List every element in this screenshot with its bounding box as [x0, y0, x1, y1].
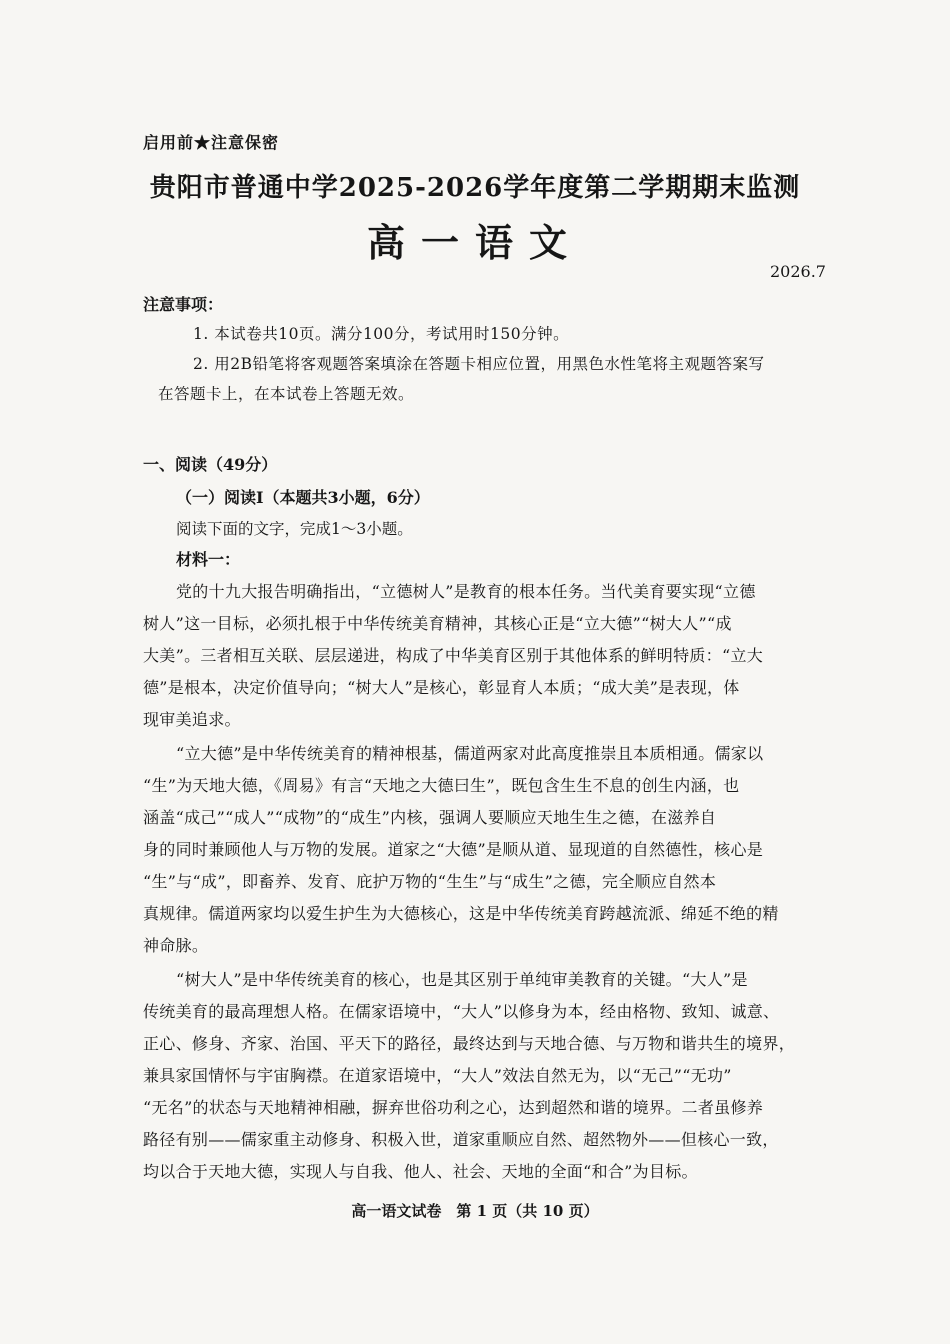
body-line: 正心、修身、齐家、治国、平天下的路径，最终达到与天地合德、与万物和谐共生的境界，	[143, 1034, 796, 1053]
material-label: 材料一：	[176, 550, 241, 569]
notice-line: 在答题卡上，在本试卷上答题无效。	[158, 385, 415, 403]
body-line: 涵盖“成己”“成人”“成物”的“成生”内核，强调人要顺应天地生生之德，在滋养自	[143, 808, 717, 827]
body-line: 均以合于天地大德，实现人与自我、他人、社会、天地的全面“和合”为目标。	[143, 1162, 698, 1181]
body-line: 现审美追求。	[143, 710, 241, 729]
body-line: “立大德”是中华传统美育的精神根基，儒道两家对此高度推崇且本质相通。儒家以	[176, 744, 764, 763]
body-line: 传统美育的最高理想人格。在儒家语境中，“大人”以修身为本，经由格物、致知、诚意、	[143, 1002, 780, 1021]
body-line: 树人”这一目标，必须扎根于中华传统美育精神，其核心正是“立大德”“树大人”“成	[143, 614, 732, 633]
section-title: 一、阅读（49分）	[143, 455, 278, 474]
body-line: 大美”。三者相互关联、层层递进，构成了中华美育区别于其他体系的鲜明特质：“立大	[143, 646, 764, 665]
body-line: 神命脉。	[143, 936, 209, 955]
body-line: “无名”的状态与天地精神相融，摒弃世俗功利之心，达到超然和谐的境界。二者虽修养	[143, 1098, 764, 1117]
body-line: 身的同时兼顾他人与万物的发展。道家之“大德”是顺从道、显现道的自然德性，核心是	[143, 840, 764, 859]
notice-line: 2. 用2B铅笔将客观题答案填涂在答题卡相应位置，用黑色水性笔将主观题答案写	[193, 355, 765, 373]
subject-title: 高一语文	[366, 220, 583, 265]
body-line: “树大人”是中华传统美育的核心，也是其区别于单纯审美教育的关键。“大人”是	[176, 970, 748, 989]
body-line: 路径有别——儒家重主动修身、积极入世，道家重顺应自然、超然物外——但核心一致，	[143, 1130, 779, 1149]
body-line: “生”与“成”，即畜养、发育、庇护万物的“生生”与“成生”之德，完全顺应自然本	[143, 872, 717, 891]
body-line: 德”是根本，决定价值导向；“树大人”是核心，彰显育人本质；“成大美”是表现，体	[143, 678, 740, 697]
confidential-label: 启用前★注意保密	[143, 133, 280, 152]
body-line: 党的十九大报告明确指出，“立德树人”是教育的根本任务。当代美育要实现“立德	[176, 582, 756, 601]
exam-date: 2026.7	[770, 262, 826, 281]
exam-title: 贵阳市普通中学2025-2026学年度第二学期期末监测	[149, 173, 801, 203]
body-line: “生”为天地大德，《周易》有言“天地之大德曰生”，既包含生生不息的创生内涵，也	[143, 776, 740, 795]
notice-line: 1. 本试卷共10页。满分100分，考试用时150分钟。	[193, 325, 570, 343]
page-footer: 高一语文试卷 第 1 页（共 10 页）	[351, 1202, 599, 1220]
reading-instruction: 阅读下面的文字，完成1～3小题。	[176, 520, 413, 538]
subsection-title: （一）阅读Ⅰ（本题共3小题，6分）	[176, 488, 430, 507]
notice-heading: 注意事项：	[143, 295, 224, 314]
body-line: 真规律。儒道两家均以爱生护生为大德核心，这是中华传统美育跨越流派、绵延不绝的精	[143, 904, 779, 923]
body-line: 兼具家国情怀与宇宙胸襟。在道家语境中，“大人”效法自然无为，以“无己”“无功”	[143, 1066, 732, 1085]
